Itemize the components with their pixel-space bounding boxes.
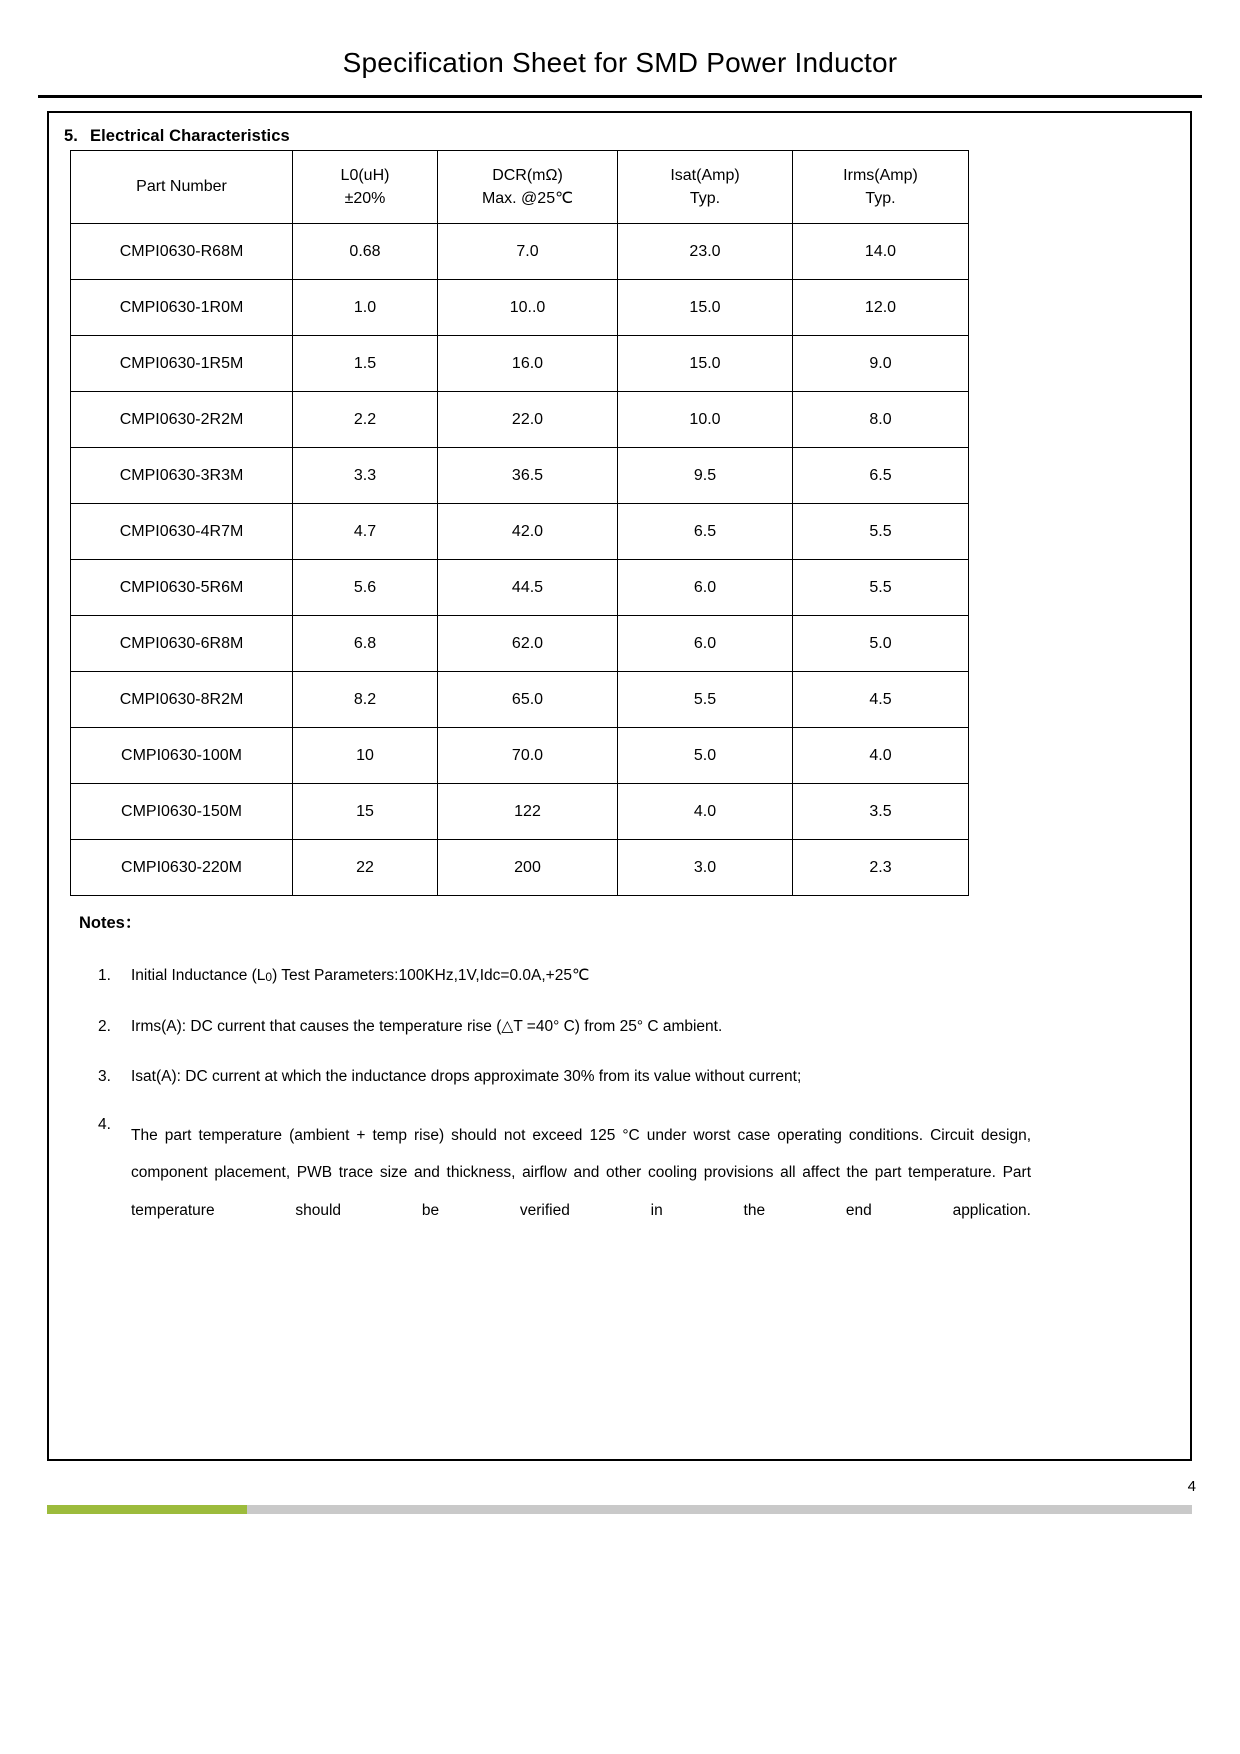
cell-dcr: 44.5 [438,560,618,616]
note-number: 3. [98,1068,111,1085]
cell-isat: 6.0 [618,616,793,672]
cell-dcr: 122 [438,784,618,840]
cell-part-number: CMPI0630-100M [71,728,293,784]
cell-dcr: 70.0 [438,728,618,784]
cell-isat: 6.0 [618,560,793,616]
cell-isat: 15.0 [618,280,793,336]
cell-isat: 9.5 [618,448,793,504]
note-item [74,1069,1164,1085]
cell-irms: 3.5 [793,784,969,840]
cell-part-number: CMPI0630-5R6M [71,560,293,616]
note-number: 1. [98,967,111,984]
header-line2: Max. @25℃ [481,190,574,207]
cell-irms: 5.0 [793,616,969,672]
cell-isat: 15.0 [618,336,793,392]
cell-irms: 8.0 [793,392,969,448]
cell-part-number: CMPI0630-R68M [71,224,293,280]
table-row [71,560,969,616]
section-title: Electrical Characteristics [90,127,290,145]
footer-accent-segment [47,1505,247,1514]
cell-irms: 4.5 [793,672,969,728]
cell-l0: 0.68 [293,224,438,280]
table-row [71,672,969,728]
note-text: Irms(A): DC current that causes the temperature rise (△T =40° C) from 25° C ambient. [131,1017,723,1035]
header-line1: L0(uH) [340,166,390,184]
cell-part-number: CMPI0630-2R2M [71,392,293,448]
cell-irms: 9.0 [793,336,969,392]
column-header-dcr [438,151,618,224]
table-row [71,448,969,504]
table-row [71,392,969,448]
footer-grey-segment [247,1505,1192,1514]
notes-section [74,909,1164,1268]
cell-dcr: 22.0 [438,392,618,448]
table-row [71,280,969,336]
note-item [74,1019,1164,1035]
cell-dcr: 200 [438,840,618,896]
cell-part-number: CMPI0630-1R0M [71,280,293,336]
cell-l0: 10 [293,728,438,784]
cell-l0: 22 [293,840,438,896]
section-number: 5. [64,127,78,145]
column-header-l0 [293,151,438,224]
note-number: 2. [98,1017,111,1035]
cell-irms: 5.5 [793,504,969,560]
header-line2: Typ. [865,190,896,207]
cell-isat: 23.0 [618,224,793,280]
header-line1: DCR(mΩ) [492,166,563,184]
cell-dcr: 7.0 [438,224,618,280]
content-frame [47,111,1192,1461]
cell-part-number: CMPI0630-8R2M [71,672,293,728]
cell-isat: 10.0 [618,392,793,448]
cell-isat: 4.0 [618,784,793,840]
cell-l0: 4.7 [293,504,438,560]
cell-part-number: CMPI0630-1R5M [71,336,293,392]
section-heading [64,127,290,146]
column-header-irms [793,151,969,224]
column-header-isat [618,151,793,224]
cell-l0: 8.2 [293,672,438,728]
header-line1: Irms(Amp) [843,166,918,184]
cell-dcr: 36.5 [438,448,618,504]
cell-dcr: 10..0 [438,280,618,336]
cell-irms: 6.5 [793,448,969,504]
cell-part-number: CMPI0630-220M [71,840,293,896]
cell-l0: 3.3 [293,448,438,504]
note-text: Initial Inductance $(L_0)$ Test Parameters:100KHz,1V,Idc=0.0A,+25℃ [131,967,590,984]
table-header-row [71,151,969,224]
table-row [71,336,969,392]
note-text: Isat(A): DC current at which the inductance drops approximate 30% from its value without current; [131,1068,802,1085]
table-row [71,616,969,672]
note-text: The part temperature (ambient + temp rise) should not exceed 125 °C under worst case operating conditions. Circuit design, component placement, PWB trace size and thickness, airflow and other cooling provisions all affect the part temperature. Part temperature should be verified in the end application. [131,1126,1031,1220]
cell-irms: 2.3 [793,840,969,896]
header-line1: Isat(Amp) [670,166,740,184]
cell-l0: 1.0 [293,280,438,336]
table-row [71,224,969,280]
header-line1: Part Number [136,178,227,196]
cell-isat: 3.0 [618,840,793,896]
cell-part-number: CMPI0630-150M [71,784,293,840]
cell-dcr: 65.0 [438,672,618,728]
cell-l0: 5.6 [293,560,438,616]
cell-l0: 6.8 [293,616,438,672]
header-line2: ±20% [344,190,386,207]
cell-dcr: 42.0 [438,504,618,560]
table-row [71,504,969,560]
header-line2: Typ. [689,190,721,207]
page-number: 4 [1187,1478,1196,1495]
cell-part-number: CMPI0630-3R3M [71,448,293,504]
table-row [71,784,969,840]
document-header [0,48,1240,79]
cell-part-number: CMPI0630-6R8M [71,616,293,672]
cell-irms: 12.0 [793,280,969,336]
cell-isat: 5.0 [618,728,793,784]
note-item [74,1117,1164,1269]
cell-irms: 4.0 [793,728,969,784]
cell-l0: 15 [293,784,438,840]
cell-l0: 1.5 [293,336,438,392]
footer-bar [47,1505,1192,1514]
cell-isat: 6.5 [618,504,793,560]
note-item [74,968,1164,984]
column-header-part-number [71,151,293,224]
notes-list [74,968,1164,1268]
cell-isat: 5.5 [618,672,793,728]
note-number: 4. [98,1115,111,1133]
cell-dcr: 16.0 [438,336,618,392]
cell-l0: 2.2 [293,392,438,448]
notes-title: Notes： [79,914,142,932]
header-divider [38,95,1202,98]
cell-irms: 14.0 [793,224,969,280]
table-row [71,840,969,896]
electrical-characteristics-table [70,150,969,896]
table-body [71,224,969,896]
table-row [71,728,969,784]
cell-dcr: 62.0 [438,616,618,672]
cell-irms: 5.5 [793,560,969,616]
page-title: Specification Sheet for SMD Power Inductor [342,47,898,78]
cell-part-number: CMPI0630-4R7M [71,504,293,560]
